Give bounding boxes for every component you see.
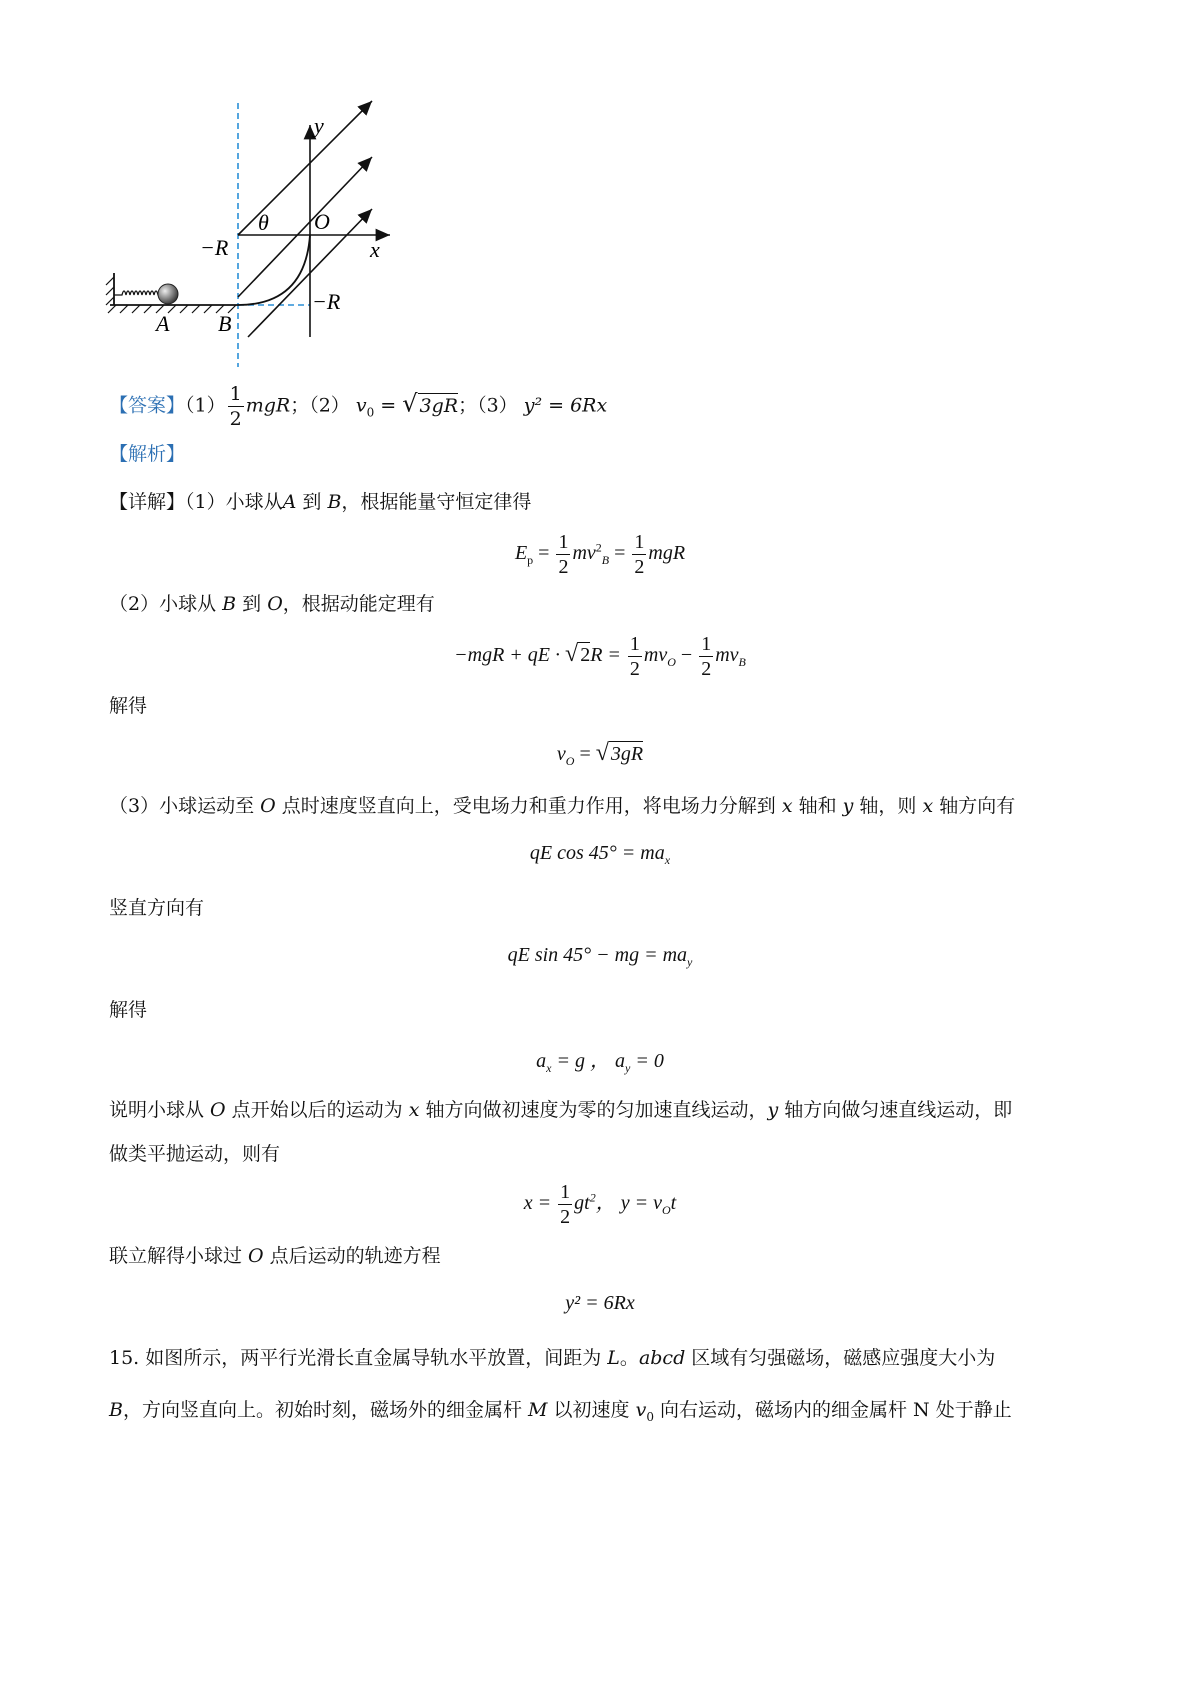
label-b: B bbox=[218, 311, 232, 336]
answer-v0-sub: 0 bbox=[366, 405, 375, 420]
answer-sep2: ；（3） bbox=[458, 394, 518, 417]
label-theta: θ bbox=[258, 210, 269, 235]
equation-4: qE $\cos 45^\circ = ma_x$ bbox=[529, 842, 671, 867]
equation-7: x = $\frac{1}{2}$ $gt^2$， $y = v_Ot$ bbox=[523, 1181, 677, 1228]
detail-line-3: （3）小球运动至 O 点时速度竖直向上，受电场力和重力作用，将电场力分解到 x 轴和 y 轴，则 x 轴方向有 bbox=[109, 795, 1016, 817]
answer-sqrt: 3gR bbox=[419, 394, 459, 417]
label-o: O bbox=[314, 209, 330, 234]
answer-line: 【答案】（1） $\frac{1}{2}$ mgR；（2） $v_0$ = √ 3gR；（3） y² = 6Rx bbox=[109, 383, 608, 430]
ground-hatching bbox=[108, 305, 236, 313]
detail-line-1: 【详解】（1）小球从A 到 B，根据能量守恒定律得 bbox=[109, 491, 532, 513]
answer-part1: （1） bbox=[185, 394, 226, 417]
label-y: y bbox=[314, 113, 324, 138]
detail-line-2: （2）小球从 B 到 O，根据动能定理有 bbox=[109, 593, 435, 615]
vertical-direction: 竖直方向有 bbox=[109, 897, 205, 919]
answer-bracket: 【答案】 bbox=[109, 394, 186, 417]
answer-part1-expr: mgR bbox=[245, 394, 291, 417]
equation-8: y² = 6Rx bbox=[565, 1292, 635, 1314]
jiede-1: 解得 bbox=[109, 695, 148, 717]
detail-line-5: 做类平抛运动，则有 bbox=[109, 1143, 281, 1165]
answer-sep1: ；（2） bbox=[290, 394, 350, 417]
equation-6: $a_x = g$ ， $a_y = 0$ bbox=[536, 1050, 664, 1075]
label-a: A bbox=[156, 311, 170, 336]
answer-v0: v bbox=[355, 394, 367, 417]
detail-line-6: 联立解得小球过 O 点后运动的轨迹方程 bbox=[109, 1245, 441, 1267]
label-x: x bbox=[370, 237, 380, 262]
answer-part3-expr: y² = 6Rx bbox=[523, 394, 608, 417]
label-neg-r-left: −R bbox=[200, 235, 229, 260]
jiede-2: 解得 bbox=[109, 999, 148, 1021]
equation-3: $v_O$ = √ 3gR bbox=[556, 740, 644, 768]
question15-line-2: B，方向竖直向上。初始时刻，磁场外的细金属杆 M 以初速度 $v_0$ 向右运动，磁场内的细金属杆 N 处于静止 bbox=[109, 1399, 1012, 1424]
analysis-heading: 【解析】 bbox=[109, 443, 186, 465]
wall-hatching bbox=[106, 277, 114, 305]
equation-5: qE sin 45° − mg = $ma_y$ bbox=[507, 944, 693, 969]
equation-2: −mgR + qE · √ 2R = $\frac{1}{2}$ $mv_O$ − $\frac{1}{2}$ $mv_B$ bbox=[454, 633, 746, 680]
fraction-half: $\frac{1}{2}$ bbox=[229, 383, 242, 430]
spring bbox=[114, 291, 160, 295]
question15-line-1: 15. 如图所示，两平行光滑长直金属导轨水平放置，间距为 L。abcd 区域有匀强磁场，磁感应强度大小为 bbox=[109, 1347, 996, 1369]
physics-figure bbox=[100, 95, 440, 405]
label-neg-r-bottom: −R bbox=[312, 289, 341, 314]
detail-line-4: 说明小球从 O 点开始以后的运动为 x 轴方向做初速度为零的匀加速直线运动，y 轴方向做匀速直线运动，即 bbox=[109, 1099, 1013, 1121]
ball bbox=[158, 284, 178, 304]
equation-1: $E_p$ = $\frac{1}{2}$ $mv^2_B$ = $\frac{1}{2}$ mgR bbox=[514, 531, 686, 578]
